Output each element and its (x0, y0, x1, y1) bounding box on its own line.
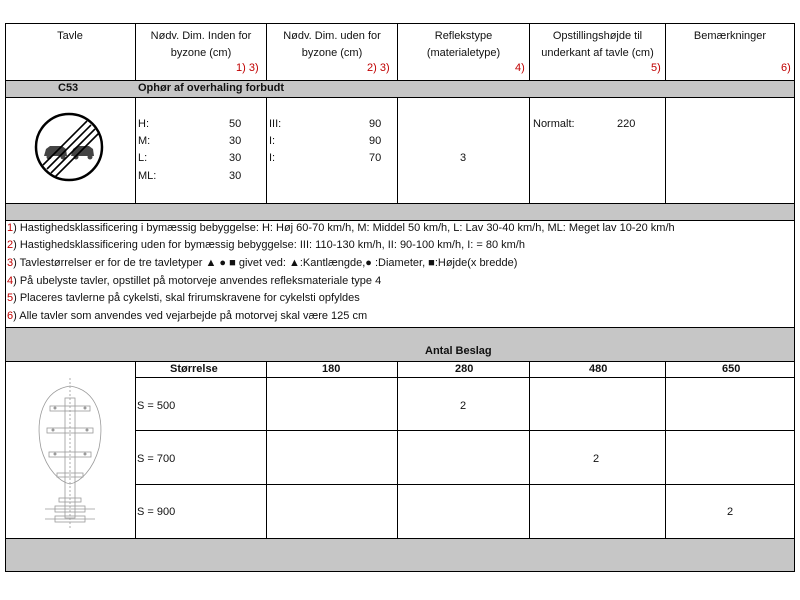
header-inside-dim-line2: byzone (cm) (170, 47, 232, 59)
header-reflex (398, 28, 529, 62)
height-value: 220 (617, 118, 636, 130)
rule (5, 203, 795, 204)
rule (135, 484, 795, 485)
beslag-title: Antal Beslag (425, 345, 492, 357)
outside-label-iii: III: (269, 118, 282, 130)
beslag-col-650: 650 (722, 363, 741, 375)
col-rule (266, 361, 267, 538)
spec-sheet (5, 23, 795, 572)
col-rule (266, 97, 267, 203)
col-rule (397, 361, 398, 538)
beslag-row-500-280: 2 (460, 400, 467, 412)
beslag-row-500-label: S = 500 (137, 400, 176, 412)
col-rule (135, 97, 136, 203)
inside-label-ml: ML: (138, 170, 157, 182)
header-reflex-line1: Reflekstype (434, 30, 493, 42)
sign-title-band (5, 80, 795, 97)
beslag-col-280: 280 (455, 363, 474, 375)
end-of-no-overtaking-sign-icon (34, 112, 104, 182)
col-rule (397, 97, 398, 203)
header-height-line1: Opstillingshøjde til (552, 30, 643, 42)
inside-value-m: 30 (229, 135, 242, 147)
note-6-text: ) Alle tavler som anvendes ved vejarbejde på motorvej skal være 125 cm (13, 310, 368, 322)
sign-code: C53 (58, 82, 79, 94)
reflex-value: 3 (460, 152, 467, 164)
note-2-num: 2 (7, 239, 14, 251)
col-rule (529, 97, 530, 203)
border-bottom (5, 571, 795, 572)
note-4-text: ) På ubelyste tavler, opstillet på motorveje anvendes refleksmateriale type 4 (13, 275, 382, 287)
outside-value-ii: 90 (369, 135, 382, 147)
bottom-band (5, 538, 795, 572)
col-rule (665, 361, 666, 538)
beslag-col-480: 480 (589, 363, 608, 375)
header-remarks: Bemærkninger (693, 30, 767, 42)
note-3-text: ) Tavlestørrelser er for de tre tavletyper ▲ ● ■ givet ved: ▲:Kantlængde,● :Diameter, ■:Højde(x bredde) (13, 257, 518, 269)
header-height-line2: underkant af tavle (cm) (541, 47, 654, 59)
note-4 (7, 275, 381, 287)
separator-band (5, 203, 795, 220)
note-2-text: ) Hastighedsklassificering uden for bymæssig bebyggelse: III: 110-130 km/h, II: 90-100 km/h, I: = 80 km/h (13, 239, 525, 251)
border-top (5, 23, 795, 24)
note-1-text: ) Hastighedsklassificering i bymæssig bebyggelse: H: Høj 60-70 km/h, M: Middel 50 km/h, L: Lav 30-40 km/h, ML: Meget lav 10-20 km/h (13, 222, 675, 234)
header-inside-dim-ref: 1) 3) (236, 62, 259, 74)
rule (5, 97, 795, 98)
rule (5, 327, 795, 328)
rule (5, 361, 795, 362)
note-1-num: 1 (7, 222, 14, 234)
note-1 (7, 222, 675, 234)
col-rule (529, 361, 530, 538)
note-6 (7, 310, 367, 322)
rule (5, 220, 795, 221)
header-outside-dim (267, 28, 397, 62)
border-right (794, 23, 795, 572)
inside-value-l: 30 (229, 152, 242, 164)
rule (5, 80, 795, 81)
sign-name: Ophør af overhaling forbudt (138, 82, 285, 94)
border-left (5, 23, 6, 572)
mounting-bracket-drawing-icon (25, 378, 115, 533)
outside-value-iii: 90 (369, 118, 382, 130)
rule (135, 430, 795, 431)
header-outside-dim-line2: byzone (cm) (301, 47, 363, 59)
note-5-text: ) Placeres tavlerne på cykelsti, skal frirumskravene for cykelsti opfyldes (13, 292, 360, 304)
note-2 (7, 239, 525, 251)
header-inside-dim (136, 28, 266, 62)
note-3-num: 3 (7, 257, 14, 269)
beslag-row-900-650: 2 (727, 506, 734, 518)
header-outside-dim-line1: Nødv. Dim. uden for (283, 30, 381, 42)
beslag-row-700-480: 2 (593, 453, 600, 465)
inside-label-h: H: (138, 118, 149, 130)
inside-label-l: L: (138, 152, 148, 164)
inside-value-h: 50 (229, 118, 242, 130)
beslag-row-700-label: S = 700 (137, 453, 176, 465)
col-rule (665, 97, 666, 203)
col-rule (135, 361, 136, 538)
note-5-num: 5 (7, 292, 14, 304)
header-height-ref: 5) (651, 62, 661, 74)
outside-label-ii: I: (269, 135, 276, 147)
header-outside-dim-ref: 2) 3) (367, 62, 390, 74)
inside-value-ml: 30 (229, 170, 242, 182)
beslag-title-band (5, 327, 795, 361)
outside-label-i: I: (269, 152, 276, 164)
note-6-num: 6 (7, 310, 14, 322)
note-4-num: 4 (7, 275, 14, 287)
header-reflex-line2: (materialetype) (426, 47, 501, 59)
header-height (530, 28, 665, 62)
beslag-col-180: 180 (322, 363, 341, 375)
header-inside-dim-line1: Nødv. Dim. Inden for (150, 30, 252, 42)
rule (135, 377, 795, 378)
header-remarks-ref: 6) (781, 62, 791, 74)
header-reflex-ref: 4) (515, 62, 525, 74)
outside-value-i: 70 (369, 152, 382, 164)
note-3 (7, 257, 517, 269)
note-5 (7, 292, 360, 304)
height-label: Normalt: (533, 118, 575, 130)
rule (5, 538, 795, 539)
beslag-row-900-label: S = 900 (137, 506, 176, 518)
inside-label-m: M: (138, 135, 151, 147)
beslag-size-header: Størrelse (170, 363, 218, 375)
header-tavle: Tavle (57, 30, 83, 42)
